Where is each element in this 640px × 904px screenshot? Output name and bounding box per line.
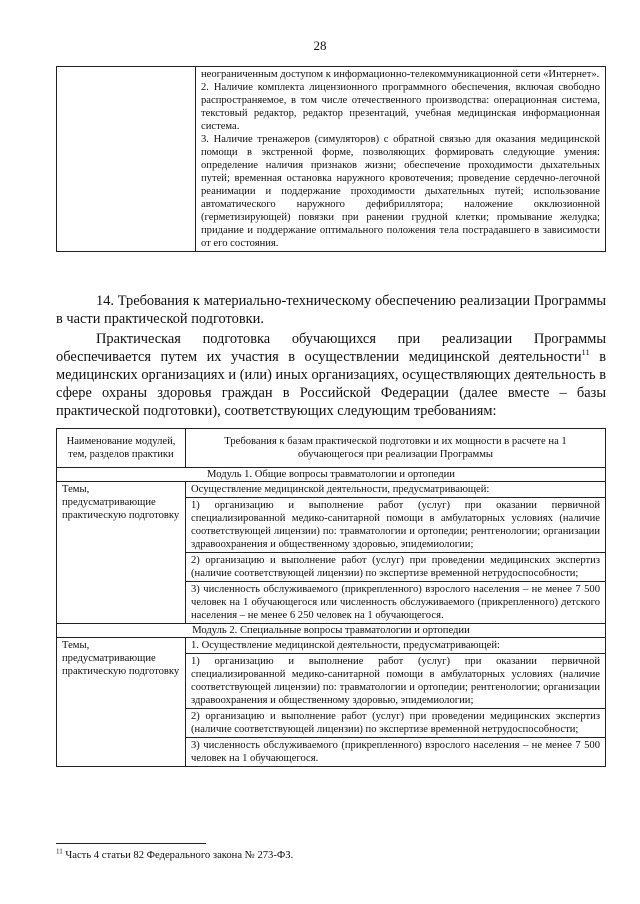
module-title: Модуль 2. Специальные вопросы травматологии и ортопедии xyxy=(57,624,606,638)
requirement-item: Осуществление медицинской деятельности, предусматривающей: xyxy=(186,482,605,498)
section-body xyxy=(56,292,606,420)
module-requirements xyxy=(186,638,606,767)
footnote xyxy=(56,847,294,861)
footnote-divider xyxy=(56,843,206,844)
module-title-row xyxy=(57,468,606,482)
footnote-reference[interactable]: 11 xyxy=(581,347,590,358)
table-header-row xyxy=(57,429,606,468)
header-modules: Наименование модулей, тем, разделов практики xyxy=(57,429,186,468)
requirement-item: 3) численность обслуживаемого (прикрепленного) взрослого населения – не менее 7 500 человек на 1 обучающегося или численность обслуживаемого (прикрепленного) детского населения – не менее 6 250 человек на 1 обучающегося. xyxy=(191,584,600,621)
table-row xyxy=(57,482,606,624)
requirement-item: 1. Осуществление медицинской деятельности, предусматривающей: xyxy=(186,638,605,654)
section-paragraph xyxy=(56,330,606,420)
module-topic: Темы, предусматривающие практическую подготовку xyxy=(57,638,186,767)
table-cell-requirements xyxy=(196,67,606,252)
requirement-item: 1) организацию и выполнение работ (услуг) при оказании первичной специализированной медико-санитарной помощи в амбулаторных условиях (наличие соответствующей лицензии) по: травматологии и ортопедии; рентгенологии; организации здравоохранения и общественному здоровью, эпидемиологии; xyxy=(186,498,605,553)
requirement-item: 2) организацию и выполнение работ (услуг) при проведении медицинских экспертиз (наличие соответствующей лицензии) по экспертизе временной нетрудоспособности; xyxy=(186,553,605,582)
modules-table xyxy=(56,428,606,767)
paragraph-text: Практическая подготовка обучающихся при реализации Программы обеспечивается путем их участия в осуществлении медицинской деятельности xyxy=(56,331,606,365)
table-cell-left xyxy=(57,67,196,252)
table-row xyxy=(57,638,606,767)
requirement-item: 1) организацию и выполнение работ (услуг) при оказании первичной специализированной медико-санитарной помощи в амбулаторных условиях (наличие соответствующей лицензии) по: травматологии и ортопедии; рентгенологии; организации здравоохранения и общественному здоровью, эпидемиологии; xyxy=(186,654,605,709)
module-topic: Темы, предусматривающие практическую подготовку xyxy=(57,482,186,624)
header-requirements: Требования к базам практической подготовки и их мощности в расчете на 1 обучающегося при реализации Программы xyxy=(186,429,606,468)
requirement-paragraph: неограниченным доступом к информационно-телекоммуникационной сети «Интернет». xyxy=(201,69,600,80)
module-requirements xyxy=(186,482,606,624)
footnote-text: Часть 4 статьи 82 Федерального закона № 273-ФЗ. xyxy=(62,850,294,861)
requirement-paragraph: 3. Наличие тренажеров (симуляторов) с обратной связью для оказания медицинской помощи в экстренной форме, позволяющих формировать следующие умения: определение наличия признаков жизни; обеспечение проходимости дыхательных путей; временная остановка наружного кровотечения; проведение сердечно-легочной реанимации и поддержание проходимости дыхательных путей; использование автоматического наружного дефибриллятора; наложение окклюзионной (герметизирующей) повязки при ранении грудной клетки; промывание желудка; придание и поддержание оптимального положения тела пострадавшего в зависимости от его состояния. xyxy=(201,134,600,249)
section-heading: 14. Требования к материально-техническому обеспечению реализации Программы в части практической подготовки. xyxy=(56,293,606,327)
paragraph-text-rest: в медицинских организациях и (или) иных организациях, осуществляющих деятельность в сфере охраны здоровья граждан в Российской Федерации (далее вместе – базы практической подготовки), соответствующих следующим требованиям: xyxy=(56,349,606,419)
table-row xyxy=(57,67,606,252)
continued-table xyxy=(56,66,606,252)
requirement-paragraph: 2. Наличие комплекта лицензионного программного обеспечения, включая свободно распространяемое, в том числе отечественного производства: операционная система, текстовый редактор, редактор презентаций, учебная медицинская информационная система. xyxy=(201,82,600,132)
requirement-item: 2) организацию и выполнение работ (услуг) при проведении медицинских экспертиз (наличие соответствующей лицензии) по экспертизе временной нетрудоспособности; xyxy=(186,709,605,738)
page-number: 28 xyxy=(313,38,327,53)
module-title-row xyxy=(57,624,606,638)
requirement-item: 3) численность обслуживаемого (прикрепленного) взрослого населения – не менее 7 500 человек на 1 обучающегося. xyxy=(191,740,600,764)
footnote-mark: 11 xyxy=(56,847,63,856)
module-title: Модуль 1. Общие вопросы травматологии и ортопедии xyxy=(57,468,606,482)
